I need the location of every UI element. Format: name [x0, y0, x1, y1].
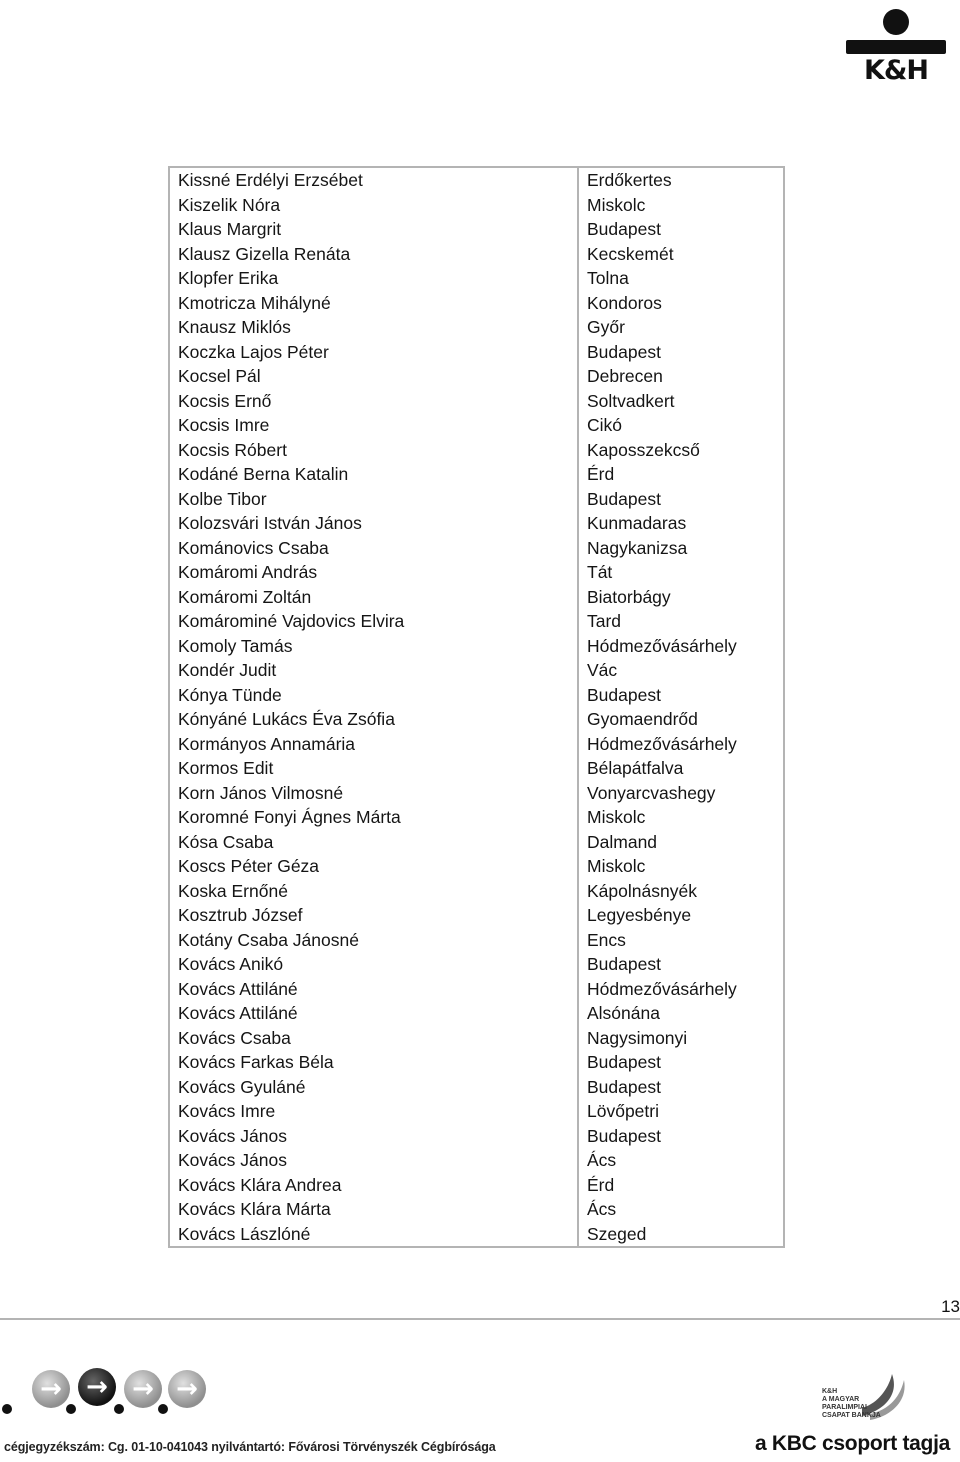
table-row — [169, 732, 784, 757]
person-name: Kodáné Berna Katalin — [169, 462, 578, 487]
person-name: Komárominé Vajdovics Elvira — [169, 609, 578, 634]
person-name: Kolozsvári István János — [169, 511, 578, 536]
table-row — [169, 536, 784, 561]
company-registration: cégjegyzékszám: Cg. 01-10-041043 nyilvántartó: Fővárosi Törvényszék Cégbírósága — [4, 1440, 496, 1454]
table-row — [169, 1099, 784, 1124]
city-name: Budapest — [578, 340, 784, 365]
table-row — [169, 167, 784, 193]
logo-text: K&H — [863, 55, 929, 86]
table-row — [169, 266, 784, 291]
city-name: Encs — [578, 928, 784, 953]
table-row — [169, 1075, 784, 1100]
person-name: Kovács Attiláné — [169, 1001, 578, 1026]
person-name: Kósa Csaba — [169, 830, 578, 855]
person-name: Koczka Lajos Péter — [169, 340, 578, 365]
person-name: Kormos Edit — [169, 756, 578, 781]
person-name: Kovács Anikó — [169, 952, 578, 977]
person-name: Kosztrub József — [169, 903, 578, 928]
table-row — [169, 560, 784, 585]
navigation-arrows — [0, 1366, 215, 1418]
city-name: Budapest — [578, 683, 784, 708]
city-name: Vác — [578, 658, 784, 683]
city-name: Nagykanizsa — [578, 536, 784, 561]
city-name: Erdőkertes — [578, 167, 784, 193]
person-name: Kónya Tünde — [169, 683, 578, 708]
city-name: Tolna — [578, 266, 784, 291]
table-row — [169, 658, 784, 683]
kbc-group-tagline: a KBC csoport tagja — [755, 1432, 950, 1455]
city-name: Tát — [578, 560, 784, 585]
person-name: Kovács Attiláné — [169, 977, 578, 1002]
table-row — [169, 462, 784, 487]
arrow-right-icon: → — [124, 1370, 162, 1408]
city-name: Debrecen — [578, 364, 784, 389]
table-row — [169, 340, 784, 365]
person-name: Korn János Vilmosné — [169, 781, 578, 806]
city-name: Lövőpetri — [578, 1099, 784, 1124]
table-row — [169, 634, 784, 659]
person-name: Koscs Péter Géza — [169, 854, 578, 879]
city-name: Alsónána — [578, 1001, 784, 1026]
city-name: Budapest — [578, 1075, 784, 1100]
person-name: Kovács János — [169, 1124, 578, 1149]
table-row — [169, 1124, 784, 1149]
city-name: Budapest — [578, 487, 784, 512]
table-row — [169, 830, 784, 855]
table-row — [169, 928, 784, 953]
person-name: Kovács Gyuláné — [169, 1075, 578, 1100]
city-name: Kunmadaras — [578, 511, 784, 536]
city-name: Győr — [578, 315, 784, 340]
city-name: Miskolc — [578, 193, 784, 218]
person-name: Knausz Miklós — [169, 315, 578, 340]
person-name: Koska Ernőné — [169, 879, 578, 904]
city-name: Miskolc — [578, 805, 784, 830]
person-name: Komáromi Zoltán — [169, 585, 578, 610]
city-name: Budapest — [578, 217, 784, 242]
city-name: Hódmezővásárhely — [578, 977, 784, 1002]
person-name: Kovács Klára Andrea — [169, 1173, 578, 1198]
city-name: Vonyarcvashegy — [578, 781, 784, 806]
person-name: Koromné Fonyi Ágnes Márta — [169, 805, 578, 830]
person-name: Kmotricza Mihályné — [169, 291, 578, 316]
table-row — [169, 389, 784, 414]
city-name: Hódmezővásárhely — [578, 732, 784, 757]
person-name: Kovács János — [169, 1148, 578, 1173]
person-name: Kormányos Annamária — [169, 732, 578, 757]
person-name: Kiszelik Nóra — [169, 193, 578, 218]
table-row — [169, 511, 784, 536]
bullet-icon — [158, 1404, 168, 1414]
city-name: Budapest — [578, 1124, 784, 1149]
bullet-icon — [114, 1404, 124, 1414]
table-row — [169, 1026, 784, 1051]
person-name: Klausz Gizella Renáta — [169, 242, 578, 267]
table-row — [169, 413, 784, 438]
arrow-right-icon: → — [78, 1368, 116, 1406]
person-name: Kondér Judit — [169, 658, 578, 683]
table-row — [169, 193, 784, 218]
person-name: Klopfer Erika — [169, 266, 578, 291]
arrow-right-icon: → — [32, 1370, 70, 1408]
person-name: Kovács Farkas Béla — [169, 1050, 578, 1075]
city-name: Budapest — [578, 1050, 784, 1075]
city-name: Soltvadkert — [578, 389, 784, 414]
city-name: Érd — [578, 1173, 784, 1198]
bullet-icon — [66, 1404, 76, 1414]
city-name: Biatorbágy — [578, 585, 784, 610]
table-row — [169, 364, 784, 389]
table-row — [169, 585, 784, 610]
city-name: Érd — [578, 462, 784, 487]
person-name: Komoly Tamás — [169, 634, 578, 659]
table-body — [169, 167, 784, 1247]
table-row — [169, 854, 784, 879]
table-row — [169, 977, 784, 1002]
table-row — [169, 879, 784, 904]
person-name: Kocsis Imre — [169, 413, 578, 438]
city-name: Kecskemét — [578, 242, 784, 267]
footer-divider — [0, 1318, 960, 1320]
table-row — [169, 952, 784, 977]
table-row — [169, 781, 784, 806]
person-name: Kovács Imre — [169, 1099, 578, 1124]
city-name: Legyesbénye — [578, 903, 784, 928]
arrow-right-icon: → — [168, 1370, 206, 1408]
person-name: Kónyáné Lukács Éva Zsófia — [169, 707, 578, 732]
table-row — [169, 1197, 784, 1222]
table-row — [169, 1148, 784, 1173]
person-name: Klaus Margrit — [169, 217, 578, 242]
person-name: Kovács Csaba — [169, 1026, 578, 1051]
table-row — [169, 1001, 784, 1026]
city-name: Kondoros — [578, 291, 784, 316]
city-name: Szeged — [578, 1222, 784, 1248]
table-row — [169, 438, 784, 463]
city-name: Miskolc — [578, 854, 784, 879]
city-name: Tard — [578, 609, 784, 634]
person-name: Kocsis Ernő — [169, 389, 578, 414]
table-row — [169, 291, 784, 316]
person-name: Kolbe Tibor — [169, 487, 578, 512]
page-number: 13 — [941, 1297, 960, 1316]
table-row — [169, 315, 784, 340]
table-row — [169, 903, 784, 928]
kh-logo — [840, 6, 952, 86]
name-city-table — [168, 166, 785, 1248]
table-row — [169, 1173, 784, 1198]
city-name: Hódmezővásárhely — [578, 634, 784, 659]
table-row — [169, 609, 784, 634]
person-name: Kocsel Pál — [169, 364, 578, 389]
table-row — [169, 242, 784, 267]
city-name: Kaposszekcső — [578, 438, 784, 463]
city-name: Ács — [578, 1197, 784, 1222]
table-row — [169, 707, 784, 732]
paralympic-badge — [812, 1366, 910, 1426]
table-row — [169, 805, 784, 830]
kh-logo-figure-icon — [840, 6, 952, 62]
person-name: Kotány Csaba Jánosné — [169, 928, 578, 953]
person-name: Kovács Lászlóné — [169, 1222, 578, 1248]
person-name: Kissné Erdélyi Erzsébet — [169, 167, 578, 193]
table-row — [169, 683, 784, 708]
person-name: Kománovics Csaba — [169, 536, 578, 561]
city-name: Cikó — [578, 413, 784, 438]
table-row — [169, 756, 784, 781]
person-name: Komáromi András — [169, 560, 578, 585]
table-row — [169, 1222, 784, 1248]
table-row — [169, 217, 784, 242]
table-row — [169, 1050, 784, 1075]
city-name: Kápolnásnyék — [578, 879, 784, 904]
city-name: Dalmand — [578, 830, 784, 855]
city-name: Bélapátfalva — [578, 756, 784, 781]
table-row — [169, 487, 784, 512]
person-name: Kovács Klára Márta — [169, 1197, 578, 1222]
city-name: Gyomaendrőd — [578, 707, 784, 732]
city-name: Ács — [578, 1148, 784, 1173]
city-name: Nagysimonyi — [578, 1026, 784, 1051]
bullet-icon — [2, 1404, 12, 1414]
person-name: Kocsis Róbert — [169, 438, 578, 463]
badge-text: K&H A MAGYAR PARALIMPIAI CSAPAT BANKJA — [822, 1388, 881, 1419]
city-name: Budapest — [578, 952, 784, 977]
